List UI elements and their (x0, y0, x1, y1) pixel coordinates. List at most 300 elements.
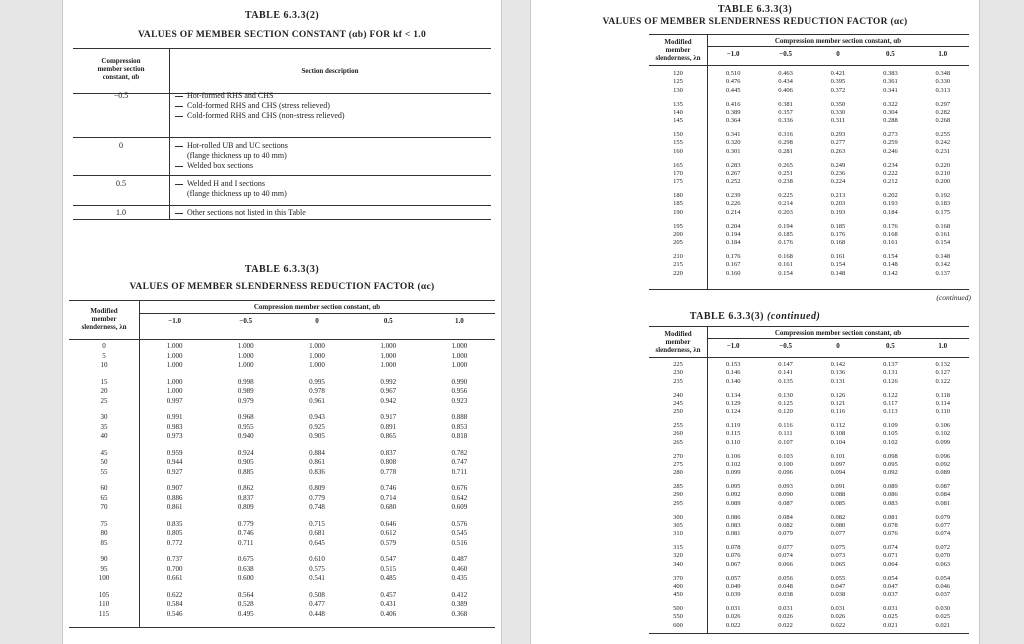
factor-value: 0.421 (830, 70, 846, 77)
alpha-b-value: −0.5 (113, 91, 129, 100)
reduction-factor-values (917, 131, 969, 156)
factor-value: 0.576 (451, 519, 468, 528)
reduction-factor-values (759, 223, 811, 248)
column-header: −1.0 (726, 50, 740, 58)
column-header: 1.0 (938, 50, 948, 58)
row-group (69, 378, 495, 407)
factor-value: 0.746 (380, 484, 397, 492)
slenderness-value: 270 (673, 452, 683, 460)
row-group (649, 422, 969, 447)
factor-value: 0.546 (166, 609, 183, 618)
factor-value: 0.092 (935, 460, 951, 468)
row-group (649, 575, 969, 600)
factor-value: 0.118 (935, 391, 950, 399)
factor-value: 0.102 (725, 460, 741, 468)
factor-value: 0.203 (778, 208, 793, 216)
reduction-factor-values (917, 361, 969, 386)
factor-value: 0.089 (725, 499, 741, 507)
factor-value: 0.147 (778, 361, 793, 368)
factor-value: 0.115 (726, 430, 741, 438)
slenderness-values (649, 514, 707, 539)
header-section-constant: Compression member section constant, αb (253, 303, 381, 311)
factor-value: 1.000 (451, 351, 468, 360)
factor-value: 0.835 (166, 519, 183, 528)
row-group (649, 361, 969, 386)
factor-value: 0.460 (451, 564, 468, 573)
factor-value: 0.078 (883, 521, 898, 529)
factor-value: 0.154 (935, 239, 951, 247)
reduction-factor-values (812, 131, 864, 156)
header-line: member (665, 46, 691, 54)
factor-value: 0.917 (380, 413, 397, 421)
column-header: −0.5 (239, 317, 253, 325)
factor-value: 0.193 (883, 200, 898, 208)
page-gap (501, 0, 530, 644)
slenderness-value: 320 (673, 552, 683, 560)
factor-value: 0.141 (778, 369, 793, 377)
slenderness-value: 70 (100, 503, 108, 511)
slenderness-values (69, 484, 139, 513)
factor-value: 0.372 (830, 86, 846, 94)
slenderness-value: 500 (673, 605, 683, 612)
factor-value: 0.168 (778, 253, 793, 260)
slenderness-value: 50 (100, 458, 108, 466)
header-line: Modified (664, 38, 692, 46)
reduction-factor-values (759, 422, 811, 447)
slenderness-value: 275 (673, 460, 683, 468)
factor-value: 0.610 (309, 555, 325, 563)
slenderness-value: 205 (673, 239, 683, 247)
reduction-factor-values (917, 101, 969, 126)
factor-value: 0.081 (883, 513, 898, 521)
factor-value: 0.168 (830, 239, 846, 247)
slenderness-value: 55 (100, 467, 108, 476)
factor-value: 0.087 (935, 483, 951, 490)
reduction-factor-values (864, 70, 916, 95)
reduction-factor-values (424, 378, 495, 407)
reduction-factor-values (353, 413, 424, 442)
reduction-factor-values (707, 514, 759, 539)
factor-value: 0.063 (935, 560, 951, 568)
reduction-factor-values (139, 484, 210, 513)
slenderness-values (649, 422, 707, 447)
factor-value: 0.056 (778, 574, 793, 582)
reduction-factor-values (353, 484, 424, 513)
factor-value: 0.047 (883, 582, 898, 590)
factor-value: 0.148 (883, 261, 898, 269)
slenderness-values (649, 192, 707, 217)
factor-value: 0.103 (778, 452, 793, 460)
slenderness-value: 400 (673, 582, 683, 590)
factor-value: 0.065 (830, 560, 846, 568)
reduction-factor-values (281, 342, 352, 371)
column-header: 0.5 (383, 317, 393, 325)
factor-value: 0.122 (883, 391, 898, 399)
table-632-caption: VALUES OF MEMBER SECTION CONSTANT (αb) FOR kf < 1.0 (137, 30, 426, 40)
viewer-margin-right (979, 0, 1024, 644)
table-633-caption: VALUES OF MEMBER SLENDERNESS REDUCTION FACTOR (αc) (129, 282, 435, 292)
header-subline (707, 46, 969, 47)
factor-value: 0.126 (883, 377, 898, 385)
factor-value: 0.082 (778, 521, 793, 529)
section-row (73, 137, 491, 172)
factor-value: 1.000 (309, 351, 325, 360)
factor-value: 0.136 (830, 369, 846, 377)
row-group (69, 591, 495, 620)
reduction-factor-values (139, 449, 210, 478)
slenderness-value: 130 (673, 86, 683, 94)
factor-value: 0.030 (935, 605, 951, 612)
factor-value: 0.989 (237, 387, 254, 395)
factor-value: 0.238 (778, 178, 793, 186)
factor-value: 0.395 (830, 78, 846, 86)
slenderness-value: 80 (100, 529, 108, 537)
factor-value: 0.907 (166, 484, 183, 492)
factor-value: 0.048 (778, 582, 793, 590)
factor-value: 0.031 (883, 605, 898, 612)
factor-value: 0.681 (309, 529, 325, 537)
reduction-factor-values (759, 544, 811, 569)
header-section-description: Section description (301, 67, 359, 75)
factor-value: 0.888 (451, 413, 468, 421)
factor-value: 0.126 (830, 391, 846, 399)
slenderness-table-left (69, 300, 495, 628)
factor-value: 0.148 (935, 253, 951, 260)
slenderness-value: 310 (673, 530, 683, 538)
slenderness-value: 265 (673, 438, 683, 446)
reduction-factor-values (864, 422, 916, 447)
factor-value: 0.202 (883, 192, 898, 199)
slenderness-value: 210 (673, 253, 683, 260)
reduction-factor-values (812, 361, 864, 386)
factor-value: 0.638 (237, 564, 254, 573)
reduction-factor-values (812, 223, 864, 248)
factor-value: 0.225 (778, 192, 793, 199)
factor-value: 0.021 (883, 621, 898, 629)
slenderness-value: 280 (673, 469, 683, 477)
factor-value: 0.350 (830, 100, 846, 108)
slenderness-value: 20 (100, 387, 108, 395)
factor-value: 0.184 (725, 239, 741, 247)
dash-marker (175, 184, 183, 185)
row-group (649, 70, 969, 95)
factor-value: 0.168 (883, 230, 898, 238)
section-row (73, 91, 491, 133)
factor-value: 0.092 (883, 469, 898, 477)
factor-value: 0.079 (778, 530, 793, 538)
factor-value: 0.084 (778, 513, 793, 521)
row-group (649, 483, 969, 508)
factor-value: 0.448 (309, 609, 325, 618)
factor-value: 0.809 (237, 503, 254, 511)
factor-value: 0.146 (725, 369, 741, 377)
table-header (649, 35, 969, 66)
reduction-factor-values (917, 605, 969, 630)
reduction-factor-values (864, 162, 916, 187)
factor-value: 0.116 (778, 422, 793, 429)
row-group (649, 544, 969, 569)
reduction-factor-values (864, 131, 916, 156)
factor-value: 0.101 (830, 452, 846, 460)
factor-value: 0.304 (883, 108, 898, 116)
factor-value: 0.175 (935, 208, 951, 216)
factor-value: 0.038 (778, 591, 793, 599)
factor-value: 0.263 (830, 147, 846, 155)
factor-value: 0.316 (778, 131, 793, 138)
factor-value: 0.046 (935, 582, 951, 590)
slenderness-values (649, 575, 707, 600)
slenderness-values (649, 361, 707, 386)
slenderness-value: 0 (102, 342, 106, 350)
factor-value: 0.805 (166, 529, 183, 537)
factor-value: 1.000 (451, 361, 468, 369)
header-lambda (649, 38, 707, 62)
factor-value: 0.071 (883, 552, 898, 560)
slenderness-values (649, 162, 707, 187)
row-group (69, 520, 495, 549)
factor-value: 0.075 (830, 544, 846, 551)
factor-value: 0.268 (935, 117, 951, 125)
factor-value: 0.083 (883, 499, 898, 507)
factor-value: 1.000 (166, 377, 183, 386)
factor-value: 0.364 (725, 117, 741, 125)
factor-value: 0.584 (166, 600, 183, 608)
reduction-factor-values (707, 392, 759, 417)
reduction-factor-values (139, 520, 210, 549)
factor-value: 0.114 (935, 399, 950, 407)
slenderness-value: 285 (673, 483, 683, 490)
slenderness-values (649, 101, 707, 126)
section-description: Other sections not listed in this Table (187, 208, 306, 217)
factor-value: 0.095 (883, 460, 898, 468)
reduction-factor-values (759, 575, 811, 600)
reduction-factor-values (210, 484, 281, 513)
reduction-factor-values (210, 520, 281, 549)
slenderness-value: 15 (100, 377, 108, 386)
slenderness-values (649, 131, 707, 156)
factor-value: 0.112 (830, 422, 846, 429)
factor-value: 0.154 (883, 253, 898, 260)
slenderness-values (649, 70, 707, 95)
factor-value: 0.239 (725, 192, 741, 199)
row-group (69, 555, 495, 584)
factor-value: 0.348 (935, 70, 951, 77)
factor-value: 0.547 (380, 555, 397, 563)
slenderness-value: 115 (98, 609, 110, 618)
reduction-factor-values (281, 484, 352, 513)
factor-value: 0.077 (830, 530, 846, 538)
reduction-factor-values (281, 555, 352, 584)
factor-value: 0.510 (725, 70, 741, 77)
reduction-factor-values (210, 342, 281, 371)
factor-value: 0.105 (883, 430, 898, 438)
factor-value: 0.259 (883, 139, 898, 147)
factor-value: 0.476 (725, 78, 741, 86)
section-description: Hot-formed RHS and CHS (187, 91, 274, 100)
reduction-factor-values (759, 162, 811, 187)
column-header: 1.0 (938, 342, 948, 350)
factor-value: 0.282 (935, 108, 951, 116)
factor-value: 0.927 (166, 467, 183, 476)
slenderness-values (649, 544, 707, 569)
slenderness-value: 255 (673, 422, 683, 429)
factor-value: 0.161 (830, 253, 846, 260)
header-line: constant, αb (102, 73, 140, 81)
factor-value: 0.134 (725, 391, 741, 399)
slenderness-value: 40 (100, 432, 108, 440)
factor-value: 0.995 (309, 377, 325, 386)
header-line: member (91, 315, 117, 323)
factor-value: 0.336 (778, 117, 793, 125)
factor-value: 0.861 (309, 458, 325, 466)
factor-value: 0.231 (935, 147, 951, 155)
factor-value: 0.096 (778, 469, 793, 477)
factor-value: 0.978 (309, 387, 325, 395)
factor-value: 0.541 (309, 574, 325, 582)
reduction-factor-values (424, 591, 495, 620)
reduction-factor-values (759, 70, 811, 95)
slenderness-value: 155 (673, 139, 683, 147)
factor-value: 0.809 (309, 484, 325, 492)
factor-value: 0.057 (725, 574, 741, 582)
header-section-constant: Compression member section constant, αb (774, 37, 902, 45)
factor-value: 0.330 (935, 78, 951, 86)
factor-value: 0.087 (778, 499, 793, 507)
factor-value: 0.022 (725, 621, 741, 629)
reduction-factor-values (281, 449, 352, 478)
factor-value: 0.711 (451, 467, 468, 476)
factor-value: 0.313 (935, 86, 951, 94)
factor-value: 0.148 (830, 269, 846, 277)
factor-value: 0.077 (935, 521, 951, 529)
reduction-factor-values (707, 483, 759, 508)
reduction-factor-values (812, 483, 864, 508)
factor-value: 0.074 (883, 544, 898, 551)
header-lambda (69, 307, 139, 331)
factor-value: 0.098 (883, 452, 898, 460)
reduction-factor-values (707, 422, 759, 447)
reduction-factor-values (917, 453, 969, 478)
reduction-factor-values (917, 514, 969, 539)
slenderness-value: 90 (100, 555, 108, 563)
reduction-factor-values (812, 453, 864, 478)
factor-value: 0.025 (935, 613, 951, 621)
factor-value: 0.099 (725, 469, 741, 477)
reduction-factor-values (707, 101, 759, 126)
factor-value: 0.153 (725, 361, 741, 368)
factor-value: 0.676 (451, 484, 468, 492)
factor-value: 0.210 (935, 169, 951, 177)
slenderness-value: 25 (100, 396, 108, 405)
slenderness-values (649, 253, 707, 278)
slenderness-value: 215 (673, 261, 683, 269)
reduction-factor-values (139, 342, 210, 371)
table-bottom-continued: (continued) (767, 311, 821, 322)
factor-value: 0.680 (380, 503, 397, 511)
factor-value: 0.457 (380, 590, 397, 599)
slenderness-values (649, 453, 707, 478)
reduction-factor-values (864, 361, 916, 386)
slenderness-value: 140 (673, 108, 683, 116)
factor-value: 0.891 (380, 422, 397, 431)
factor-value: 0.861 (166, 503, 183, 511)
reduction-factor-values (812, 101, 864, 126)
factor-value: 0.925 (309, 422, 325, 431)
factor-value: 0.330 (830, 108, 846, 116)
reduction-factor-values (759, 483, 811, 508)
factor-value: 0.251 (778, 169, 793, 177)
factor-value: 0.746 (237, 529, 254, 537)
slenderness-value: 240 (673, 391, 683, 399)
factor-value: 0.516 (451, 538, 468, 547)
factor-value: 0.022 (830, 621, 846, 629)
factor-value: 0.862 (237, 484, 254, 492)
factor-value: 0.099 (935, 438, 951, 446)
factor-value: 0.064 (883, 560, 898, 568)
factor-value: 0.054 (883, 574, 898, 582)
slenderness-value: 260 (673, 430, 683, 438)
factor-value: 0.885 (237, 467, 254, 476)
factor-value: 0.311 (830, 117, 846, 125)
factor-value: 0.288 (883, 117, 898, 125)
reduction-factor-values (353, 449, 424, 478)
factor-value: 0.081 (935, 499, 951, 507)
slenderness-value: 300 (673, 513, 683, 521)
factor-value: 0.435 (451, 574, 468, 582)
factor-value: 0.485 (380, 574, 397, 582)
row-group (69, 484, 495, 513)
slenderness-value: 30 (100, 413, 108, 421)
factor-value: 0.090 (778, 491, 793, 499)
row-group (649, 392, 969, 417)
factor-value: 0.055 (830, 574, 846, 582)
slenderness-value: 35 (100, 422, 108, 431)
factor-value: 0.031 (725, 605, 741, 612)
reduction-factor-values (917, 575, 969, 600)
reduction-factor-values (864, 253, 916, 278)
factor-value: 1.000 (166, 342, 183, 350)
slenderness-value: 200 (673, 230, 683, 238)
factor-value: 0.080 (830, 521, 846, 529)
factor-value: 0.267 (725, 169, 741, 177)
factor-value: 0.106 (935, 422, 951, 429)
factor-value: 0.528 (237, 600, 254, 608)
factor-value: 0.389 (725, 108, 741, 116)
reduction-factor-values (210, 378, 281, 407)
factor-value: 0.837 (237, 493, 254, 502)
factor-value: 0.246 (883, 147, 898, 155)
factor-value: 0.076 (883, 530, 898, 538)
slenderness-value: 135 (673, 100, 683, 108)
factor-value: 0.130 (778, 391, 793, 399)
factor-value: 0.383 (883, 70, 898, 77)
reduction-factor-values (353, 520, 424, 549)
factor-value: 0.645 (309, 538, 325, 547)
factor-value: 0.431 (380, 600, 397, 608)
slenderness-values (69, 520, 139, 549)
factor-value: 0.277 (830, 139, 846, 147)
factor-value: 0.047 (830, 582, 846, 590)
header-subline (707, 338, 969, 339)
section-description: (flange thickness up to 40 mm) (187, 189, 287, 198)
factor-value: 0.661 (166, 574, 183, 582)
document-page-right (530, 0, 980, 644)
factor-value: 0.131 (830, 377, 846, 385)
factor-value: 0.389 (451, 600, 468, 608)
slenderness-value: 315 (673, 544, 683, 551)
factor-value: 0.923 (451, 396, 468, 405)
factor-value: 0.176 (725, 253, 741, 260)
